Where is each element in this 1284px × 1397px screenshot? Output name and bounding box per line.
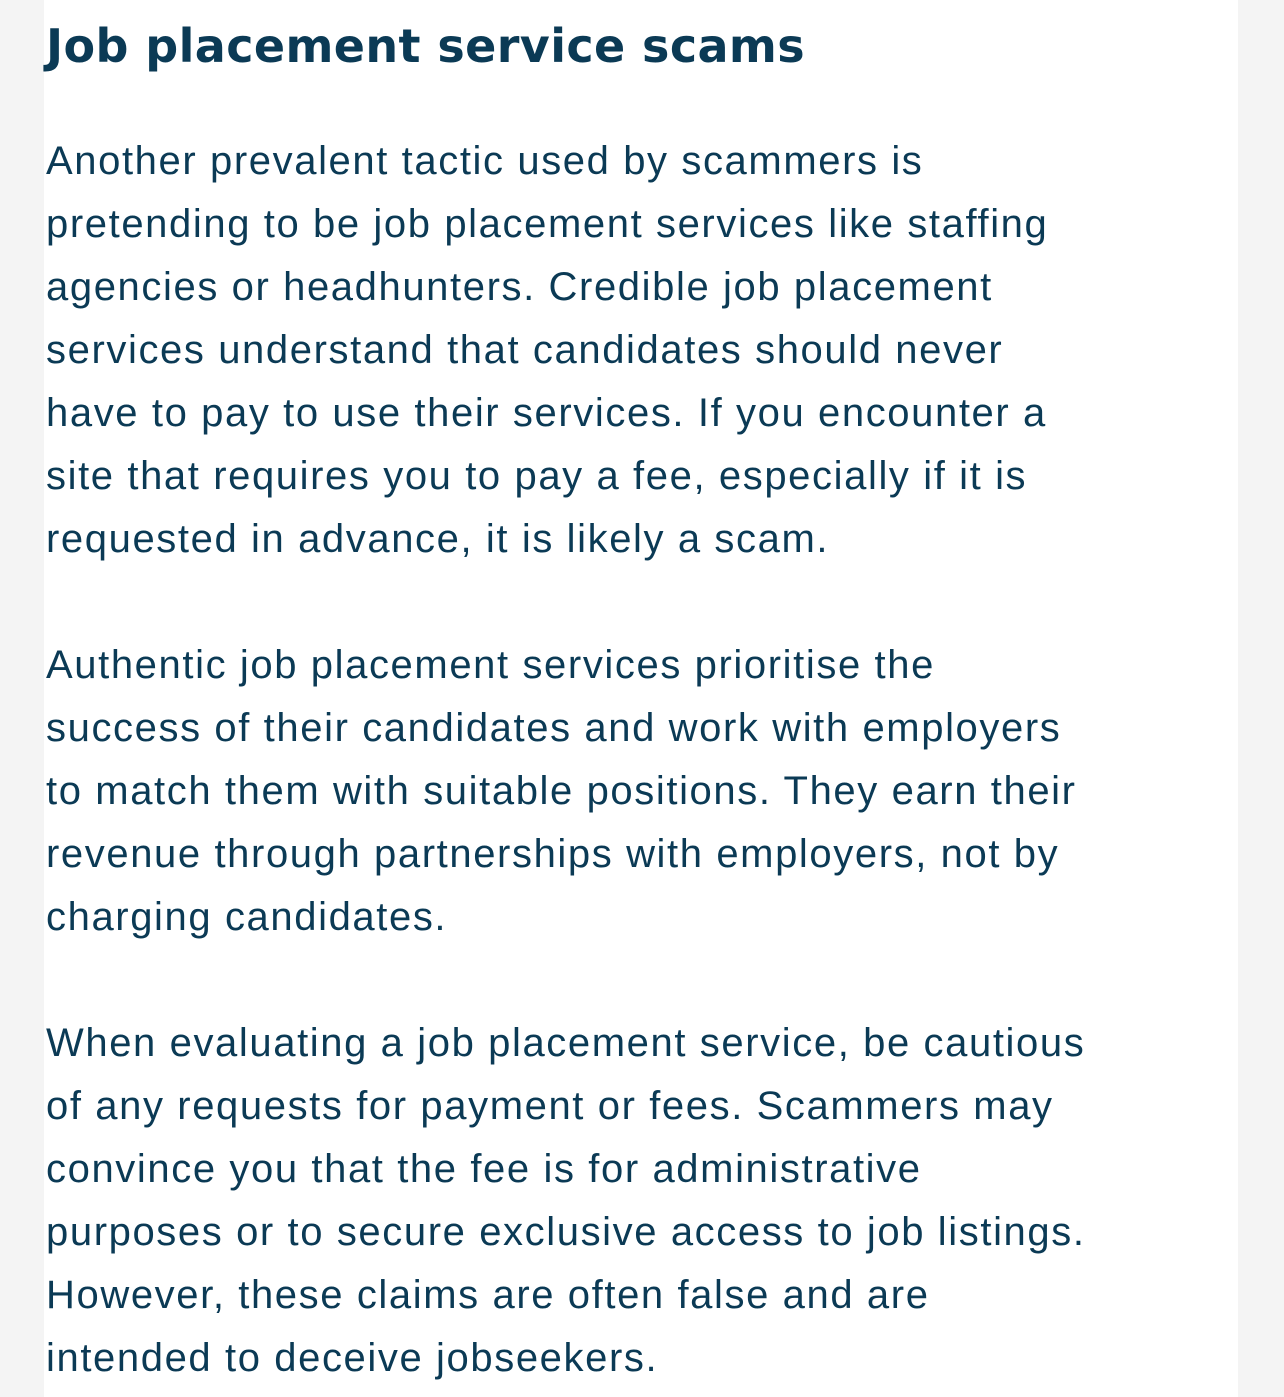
paragraph-line: pretending to be job placement services like staffing	[46, 202, 1049, 246]
paragraph-line: success of their candidates and work with employers	[46, 706, 1062, 750]
paragraph-line: intended to deceive jobseekers.	[46, 1336, 659, 1380]
content-column	[44, 0, 1238, 1397]
paragraph-line: services understand that candidates should never	[46, 328, 1004, 372]
paragraph-line: However, these claims are often false and are	[46, 1273, 930, 1317]
paragraph-2	[46, 634, 1236, 949]
paragraph-3	[46, 1012, 1236, 1390]
paragraph-line: charging candidates.	[46, 895, 448, 939]
section-heading: Job placement service scams	[46, 19, 806, 73]
paragraph-line: of any requests for payment or fees. Scammers may	[46, 1084, 1054, 1128]
paragraph-line: When evaluating a job placement service, be cautious	[46, 1021, 1086, 1065]
paragraph-line: agencies or headhunters. Credible job placement	[46, 265, 993, 309]
paragraph-line: requested in advance, it is likely a scam.	[46, 517, 830, 561]
paragraph-line: convince you that the fee is for administrative	[46, 1147, 922, 1191]
paragraph-1	[46, 130, 1236, 571]
paragraph-line: have to pay to use their services. If you encounter a	[46, 391, 1047, 435]
paragraph-line: Authentic job placement services prioritise the	[46, 643, 935, 687]
paragraph-line: revenue through partnerships with employers, not by	[46, 832, 1060, 876]
paragraph-line: site that requires you to pay a fee, especially if it is	[46, 454, 1028, 498]
paragraph-line: purposes or to secure exclusive access to job listings.	[46, 1210, 1086, 1254]
paragraph-line: Another prevalent tactic used by scammers is	[46, 139, 924, 183]
paragraph-line: to match them with suitable positions. They earn their	[46, 769, 1077, 813]
